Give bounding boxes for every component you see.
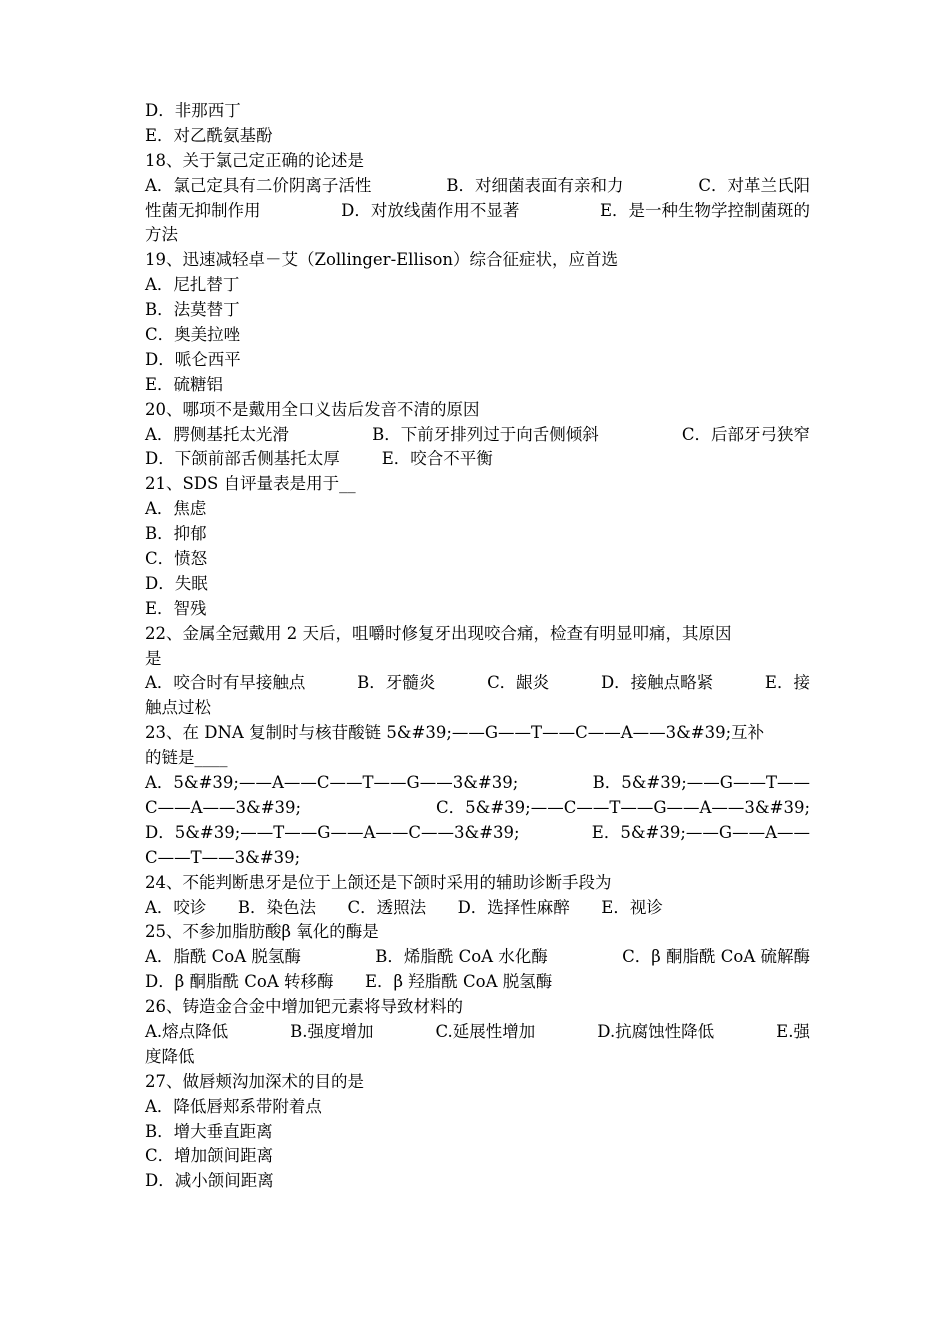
text-segment: D．接触点略紧	[600, 673, 714, 693]
text-line	[145, 821, 810, 846]
text-line: 20、哪项不是戴用全口义齿后发音不清的原因	[145, 399, 480, 419]
text-segment: A．脂酰 CoA 脱氢酶	[145, 947, 301, 967]
text-segment: A．5&#39;——A——C——T——G——3&#39;	[145, 773, 519, 793]
text-line	[145, 945, 810, 970]
text-line	[145, 796, 810, 821]
text-line: C——T——3&#39;	[145, 847, 301, 867]
text-line: E．硫糖铝	[145, 374, 224, 394]
text-line	[145, 199, 810, 224]
text-segment: A．腭侧基托太光滑	[145, 424, 289, 444]
text-segment: B．牙髓炎	[357, 673, 436, 693]
text-segment: A．氯己定具有二价阴离子活性	[145, 175, 372, 195]
text-segment: A.熔点降低	[145, 1021, 229, 1041]
text-line: 19、迅速减轻卓－艾（Zollinger-Ellison）综合征症状，应首选	[145, 250, 619, 270]
text-line: D．哌仑西平	[145, 349, 241, 369]
text-segment: B．5&#39;——G——T——	[592, 773, 810, 793]
text-segment: D.抗腐蚀性降低	[597, 1021, 715, 1041]
text-segment: D．5&#39;——T——G——A——C——3&#39;	[145, 822, 520, 842]
text-line: 27、做唇颊沟加深术的目的是	[145, 1071, 364, 1091]
text-line	[145, 423, 810, 448]
text-line: 23、在 DNA 复制时与核苷酸链 5&#39;——G——T——C——A——3&#39;互补	[145, 723, 765, 743]
text-line: B．增大垂直距离	[145, 1121, 273, 1141]
text-line: 24、不能判断患牙是位于上颌还是下颌时采用的辅助诊断手段为	[145, 872, 612, 892]
text-segment: B．对细菌表面有亲和力	[446, 175, 624, 195]
text-segment: A．咬合时有早接触点	[145, 673, 306, 693]
text-segment: E．5&#39;——G——A——	[591, 822, 810, 842]
text-segment: 性菌无抑制作用	[145, 200, 261, 220]
text-segment: C．5&#39;——C——T——G——A——3&#39;	[436, 797, 810, 817]
text-segment: B．下前牙排列过于向舌侧倾斜	[372, 424, 599, 444]
text-line: B．抑郁	[145, 524, 207, 544]
text-segment: B．烯脂酰 CoA 水化酶	[375, 947, 548, 967]
text-line: D．失眠	[145, 573, 208, 593]
text-line: C．奥美拉唑	[145, 325, 241, 345]
text-line: C．增加颌间距离	[145, 1146, 274, 1166]
text-line	[145, 671, 810, 696]
text-segment: E．是一种生物学控制菌斑的	[599, 200, 810, 220]
text-segment: C．对革兰氏阳	[698, 175, 810, 195]
text-line	[145, 174, 810, 199]
text-line: 触点过松	[145, 698, 211, 718]
text-line: 25、不参加脂肪酸β 氧化的酶是	[145, 922, 379, 942]
text-line: A．尼扎替丁	[145, 275, 240, 295]
text-line: A．焦虑	[145, 499, 207, 519]
text-segment: C．龈炎	[487, 673, 550, 693]
text-segment: C.延展性增加	[435, 1021, 536, 1041]
exam-questions-text	[145, 99, 810, 1194]
text-line: E．对乙酰氨基酚	[145, 125, 273, 145]
text-line: D．下颌前部舌侧基托太厚 E．咬合不平衡	[145, 449, 493, 469]
text-line: D．β 酮脂酰 CoA 转移酶 E．β 羟脂酰 CoA 脱氢酶	[145, 972, 553, 992]
text-line: 18、关于氯己定正确的论述是	[145, 150, 364, 170]
text-line: 26、铸造金合金中增加钯元素将导致材料的	[145, 997, 463, 1017]
text-line: 22、金属全冠戴用 2 天后，咀嚼时修复牙出现咬合痛，检查有明显叩痛，其原因	[145, 623, 732, 643]
text-line: 方法	[145, 225, 178, 245]
text-line: A．咬诊 B．染色法 C．透照法 D．选择性麻醉 E．视诊	[145, 897, 663, 917]
text-segment: C——A——3&#39;	[145, 797, 302, 817]
text-segment: E．接	[764, 673, 810, 693]
text-line: E．智残	[145, 598, 207, 618]
text-segment: E.强	[776, 1021, 810, 1041]
text-segment: D．对放线菌作用不显著	[341, 200, 520, 220]
text-line: D．减小颌间距离	[145, 1171, 274, 1191]
text-line: 是	[145, 648, 162, 668]
text-line: C．愤怒	[145, 549, 208, 569]
text-line	[145, 1020, 810, 1045]
text-line: 的链是____	[145, 748, 228, 768]
text-line: B．法莫替丁	[145, 300, 240, 320]
text-segment: C．后部牙弓狭窄	[681, 424, 810, 444]
text-line: A．降低唇郏系带附着点	[145, 1096, 322, 1116]
text-line: D．非那西丁	[145, 101, 241, 120]
text-segment: C．β 酮脂酰 CoA 硫解酶	[622, 947, 810, 967]
text-line: 21、SDS 自评量表是用于__	[145, 474, 356, 494]
text-segment: B.强度增加	[290, 1021, 374, 1041]
text-line	[145, 771, 810, 796]
text-line: 度降低	[145, 1046, 195, 1066]
